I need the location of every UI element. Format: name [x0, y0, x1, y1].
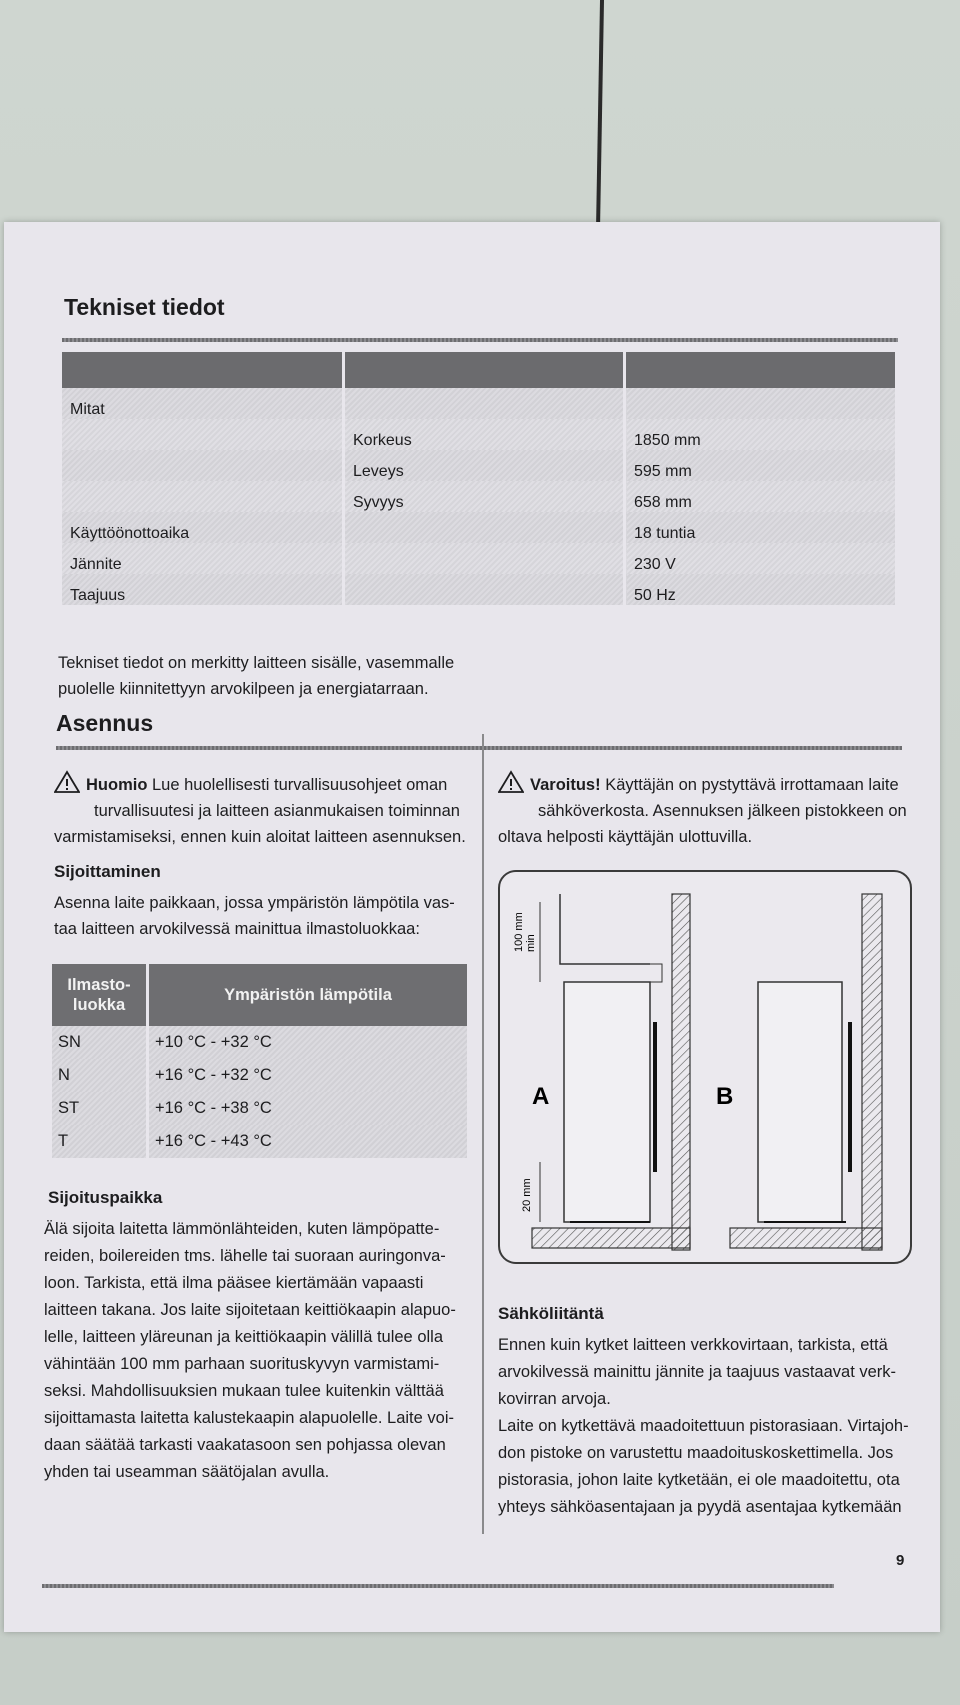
table-row [62, 481, 897, 512]
spec-value: 1850 mm [625, 419, 897, 450]
spec-value: 18 tuntia [625, 512, 897, 543]
column-divider [482, 734, 484, 1534]
tech-spec-table [62, 352, 898, 605]
heading-rule [62, 338, 898, 342]
manual-page [4, 222, 940, 1632]
spec-label: Mitat [62, 388, 344, 419]
floor-a [532, 1228, 690, 1248]
dim-bottom-label: 20 mm [521, 1178, 533, 1212]
table-header-row [62, 352, 897, 388]
spec-sub [344, 388, 625, 419]
spec-label: Jännite [62, 543, 344, 574]
sijoituspaikka-heading: Sijoituspaikka [48, 1188, 163, 1207]
spec-sub: Syvyys [344, 481, 625, 512]
table-row [62, 388, 897, 419]
install-heading: Asennus [56, 710, 154, 736]
sijoittaminen-heading: Sijoittaminen [54, 862, 161, 881]
wall-b [862, 894, 882, 1250]
spec-value: 50 Hz [625, 574, 897, 605]
spec-label: Taajuus [62, 574, 344, 605]
wall-a [672, 894, 690, 1250]
warning-icon [498, 770, 524, 794]
table-header-row [52, 964, 469, 1026]
climate-class-table [52, 964, 470, 1158]
footer-rule [42, 1584, 834, 1588]
sahkoliitanta-text: Ennen kuin kytket laitteen verkkovirtaan, tarkista, että arvokilvessä mainittu jännite ja taajuus vastaavat verk- kovirran arvoja. Laite on kytkettävä maadoitettuun pistorasiaan. Virtajoh- don pistoke on varustettu maadoituskoskettimella. Jos pistorasia, johon laite kytketään, ei ole maadoitettu, ota yhteys sähköasentajaan ja pyydä asentajaa kytkemään [498, 1336, 909, 1516]
spec-sub: Korkeus [344, 419, 625, 450]
table-row: T +16 °C - +43 °C [52, 1125, 469, 1158]
dim-top-min-label: min [525, 934, 537, 952]
diagram-label-a: A [532, 1083, 550, 1110]
spec-label [62, 481, 344, 512]
tech-heading: Tekniset tiedot [64, 294, 225, 320]
table-row [62, 419, 897, 450]
fridge-b [758, 982, 842, 1222]
climate-col-temp: Ympäristön lämpötila [148, 964, 469, 1026]
spec-sub [344, 512, 625, 543]
huomio-label: Huomio [86, 776, 148, 794]
cabinet-a [560, 894, 650, 964]
table-row: N +16 °C - +32 °C [52, 1059, 469, 1092]
table-row [62, 450, 897, 481]
table-row [62, 574, 897, 605]
sahkoliitanta-heading: Sähköliitäntä [498, 1304, 604, 1323]
varoitus-label: Varoitus! [530, 776, 601, 794]
floor-b [730, 1228, 882, 1248]
spec-value: 230 V [625, 543, 897, 574]
spec-sub: Leveys [344, 450, 625, 481]
sijoittaminen-text: Asenna laite paikkaan, jossa ympäristön lämpötila vas- taa laitteen arvokilvessä mainittua ilmastoluokkaa: [54, 894, 455, 938]
spec-value: 658 mm [625, 481, 897, 512]
table-row [62, 543, 897, 574]
varoitus-notice: Varoitus! Käyttäjän on pystyttävä irrottamaan laite sähköverkosta. Asennuksen jälkeen pistokkeen on oltava helposti käyttäjän ulottuvilla. [498, 770, 918, 850]
airflow-a [564, 964, 662, 982]
huomio-notice: Huomio Lue huolellisesti turvallisuusohjeet oman turvallisuutesi ja laitteen asianmukaisen toiminnan varmistamiseksi, ennen kuin aloitat laitteen asennuksen. [54, 770, 474, 850]
climate-col-class: Ilmasto- luokka [52, 964, 148, 1026]
diagram-label-b: B [716, 1083, 734, 1110]
spec-sub [344, 574, 625, 605]
heading-rule [56, 746, 902, 750]
table-row: ST +16 °C - +38 °C [52, 1092, 469, 1125]
sijoituspaikka-text: Älä sijoita laitetta lämmönlähteiden, kuten lämpöpatte- reiden, boilereiden tms. lähelle tai suoraan auringonva- loon. Tarkista, että ilma pääsee kiertämään vapaasti laitteen takana. Jos laite sijoitetaan keittiökaapin alapuo- lelle, laitteen yläreunan ja keittiökaapin välillä tulee olla vähintään 100 mm parhaan suorituskyvyn varmistami- seksi. Mahdollisuuksien mukaan tulee kuitenkin välttää sijoittamasta laitetta kalustekaapin alapuolelle. Laite voi- daan säätää tarkasti vaakatasoon sen pohjassa olevan yhden tai useamman säätöjalan avulla. [44, 1220, 456, 1481]
dim-top-label: 100 mm [513, 912, 525, 952]
warning-icon [54, 770, 80, 794]
table-row: SN +10 °C - +32 °C [52, 1026, 469, 1059]
spec-label [62, 419, 344, 450]
tech-note: Tekniset tiedot on merkitty laitteen sisälle, vasemmalle puolelle kiinnitettyyn arvokilpeen ja energiatarraan. [58, 654, 455, 698]
spec-value: 595 mm [625, 450, 897, 481]
ventilation-diagram-svg [500, 872, 910, 1262]
table-row [62, 512, 897, 543]
page-number: 9 [896, 1552, 905, 1569]
spec-value [625, 388, 897, 419]
installation-diagram [498, 870, 912, 1264]
spec-sub [344, 543, 625, 574]
fridge-a [564, 982, 650, 1222]
spec-label: Käyttöönottoaika [62, 512, 344, 543]
spec-label [62, 450, 344, 481]
